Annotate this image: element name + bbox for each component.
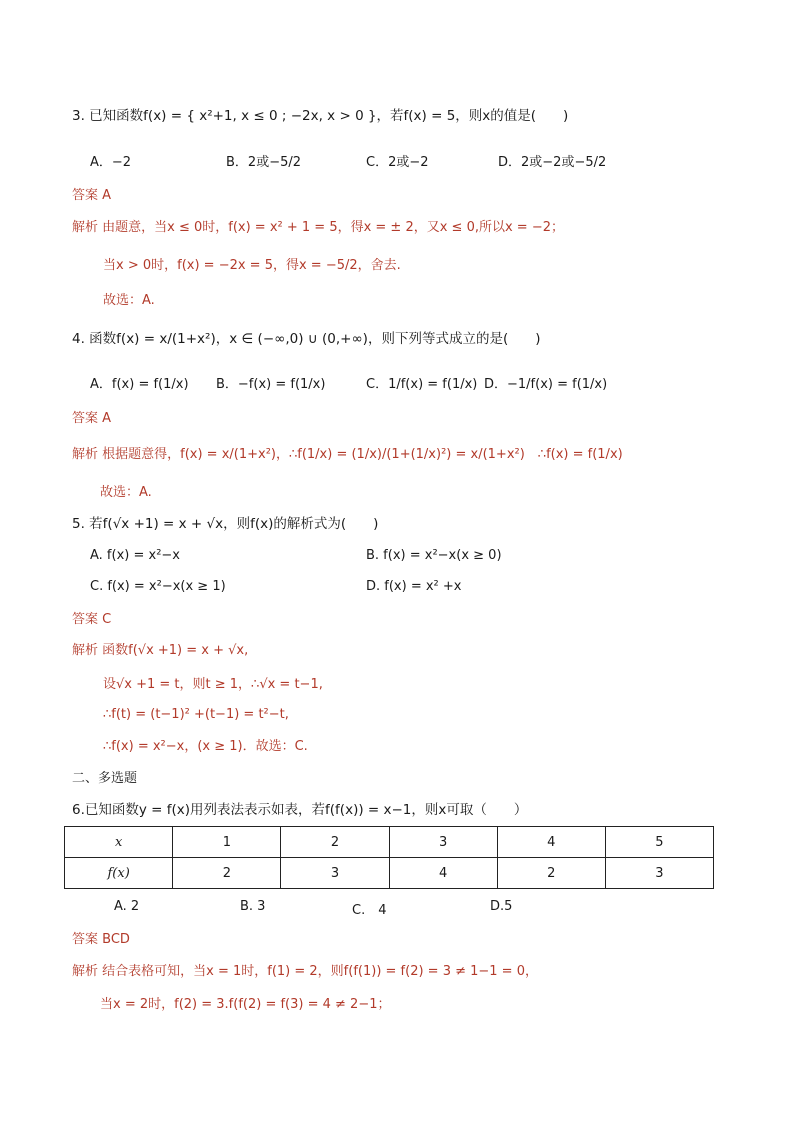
table-row — [65, 827, 714, 858]
q3-answer: 答案 A — [72, 188, 112, 203]
q6-stem: 6.已知函数y = f(x)用列表法表示如表，若f(f(x)) = x−1，则x可取（ ） — [72, 802, 528, 818]
q5-analysis-4: ∴f(x) = x²−x，(x ≥ 1)．故选：C. — [103, 739, 308, 754]
q6-option-a: A. 2 — [114, 899, 140, 914]
q4-stem: 4. 函数f(x) = x/(1+x²)，x ∈ (−∞,0) ∪ (0,+∞)，则下列等式成立的是( ) — [72, 331, 541, 347]
q5-analysis-3: ∴f(t) = (t−1)² +(t−1) = t²−t, — [103, 707, 289, 722]
q4-option-b: B．−f(x) = f(1/x) — [216, 377, 326, 392]
q3-analysis-1: 解析 由题意，当x ≤ 0时，f(x) = x² + 1 = 5，得x = ± 2，又x ≤ 0,所以x = −2； — [72, 220, 565, 235]
table-cell: 3 — [389, 827, 497, 858]
table-cell: f(x) — [65, 858, 173, 889]
q5-answer: 答案 C — [72, 612, 112, 627]
q5-stem: 5. 若f(√x +1) = x + √x，则f(x)的解析式为( ) — [72, 516, 379, 532]
q6-option-d: D.5 — [490, 899, 513, 914]
table-cell: 2 — [281, 827, 389, 858]
q6-analysis-1: 解析 结合表格可知，当x = 1时，f(1) = 2，则f(f(1)) = f(2) = 3 ≠ 1−1 = 0， — [72, 964, 538, 979]
table-cell: 4 — [389, 858, 497, 889]
table-cell: 3 — [281, 858, 389, 889]
q3-option-d: D．2或−2或−5/2 — [498, 155, 607, 170]
q6-analysis-2: 当x = 2时，f(2) = 3.f(f(2) = f(3) = 4 ≠ 2−1； — [100, 997, 391, 1012]
table-cell: 5 — [605, 827, 713, 858]
q3-stem: 3. 已知函数f(x) = { x²+1, x ≤ 0 ; −2x, x > 0 }，若f(x) = 5，则x的值是( ) — [72, 108, 569, 124]
table-row — [65, 858, 714, 889]
table-cell: x — [65, 827, 173, 858]
q4-analysis-2: 故选：A. — [100, 485, 152, 500]
q6-option-c: C. 4 — [352, 903, 387, 918]
q4-analysis-1: 解析 根据题意得，f(x) = x/(1+x²)，∴f(1/x) = (1/x)/(1+(1/x)²) = x/(1+x²) ∴f(x) = f(1/x) — [72, 447, 623, 462]
q5-analysis-2: 设√x +1 = t，则t ≥ 1，∴√x = t−1, — [103, 677, 323, 692]
table-cell: 4 — [497, 827, 605, 858]
q3-analysis-3: 故选：A. — [103, 293, 155, 308]
section-heading: 二、多选题 — [72, 771, 138, 786]
q3-option-b: B．2或−5/2 — [226, 155, 302, 170]
table-cell: 2 — [497, 858, 605, 889]
q3-option-c: C．2或−2 — [366, 155, 429, 170]
q3-option-a: A．−2 — [90, 155, 132, 170]
q6-answer: 答案 BCD — [72, 932, 130, 947]
q5-option-d: D. f(x) = x² +x — [366, 579, 462, 594]
table-cell: 2 — [173, 858, 281, 889]
q3-analysis-2: 当x > 0时，f(x) = −2x = 5，得x = −5/2，舍去. — [103, 258, 401, 273]
q5-analysis-1: 解析 函数f(√x +1) = x + √x, — [72, 643, 249, 658]
q4-option-a: A．f(x) = f(1/x) — [90, 377, 189, 392]
table-cell: 1 — [173, 827, 281, 858]
function-table — [64, 826, 714, 889]
q4-option-d: D．−1/f(x) = f(1/x) — [484, 377, 608, 392]
q5-option-b: B. f(x) = x²−x(x ≥ 0) — [366, 548, 502, 563]
table-cell: 3 — [605, 858, 713, 889]
q6-option-b: B. 3 — [240, 899, 266, 914]
q4-option-c: C．1/f(x) = f(1/x) — [366, 377, 478, 392]
q5-option-a: A. f(x) = x²−x — [90, 548, 180, 563]
q4-answer: 答案 A — [72, 411, 112, 426]
q5-option-c: C. f(x) = x²−x(x ≥ 1) — [90, 579, 226, 594]
